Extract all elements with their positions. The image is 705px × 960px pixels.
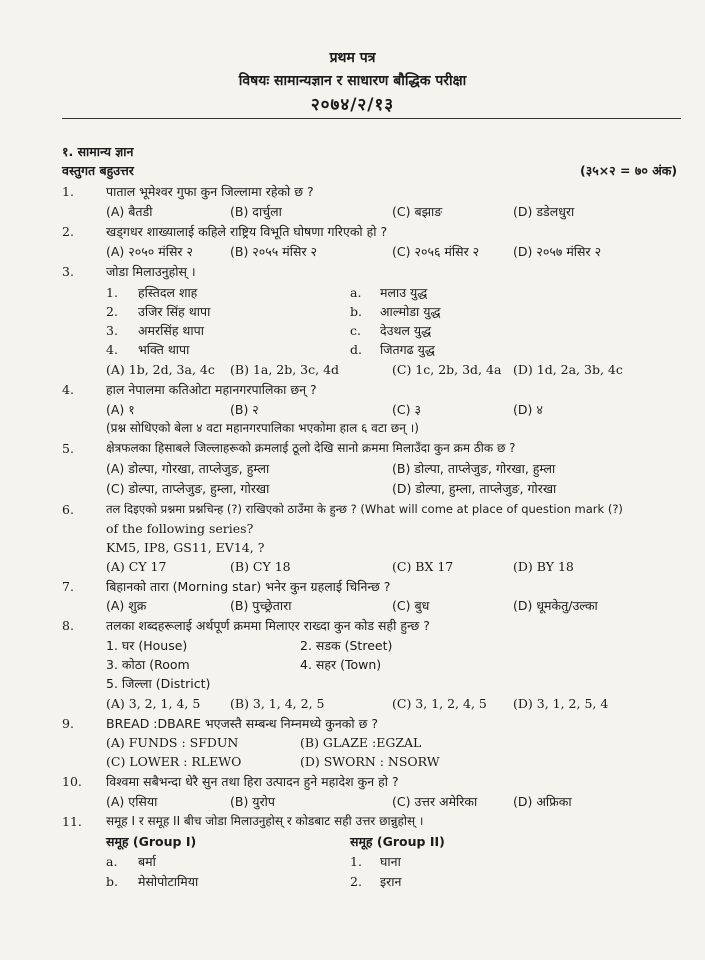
match-right-item: आल्मोडा युद्ध [380,304,441,319]
option-d: (D) २०५७ मंसिर २ [513,244,602,259]
question-number: 2. [62,224,74,239]
match-right-letter: a. [350,285,362,300]
group-two-item: घाना [380,854,401,869]
option-d: (D) 3, 1, 2, 5, 4 [513,696,609,711]
match-left-item: उजिर सिंह थापा [138,304,211,319]
paper-title: प्रथम पत्र [329,50,376,66]
option-a: (A) डोल्पा, गोरखा, ताप्लेजुङ, हुम्ला [106,461,270,476]
option-a: (A) 1b, 2d, 3a, 4c [106,362,215,377]
word-item: 2. सडक (Street) [300,638,393,653]
question-number: 5. [62,441,74,456]
question-text: समूह I र समूह II बीच जोडा मिलाउनुहोस् र कोडबाट सही उत्तर छान्नुहोस् । [106,814,424,828]
option-b: (B) डोल्पा, ताप्लेजुङ, गोरखा, हुम्ला [392,461,556,476]
option-c: (C) 1c, 2b, 3d, 4a [392,362,502,377]
option-b: (B) 1a, 2b, 3c, 4d [230,362,340,377]
group-one-letter: a. [106,854,118,869]
match-right-item: जितगढ युद्ध [380,342,435,357]
option-a: (A) शुक्र [106,598,147,613]
question-number: 8. [62,618,74,633]
question-number: 10. [62,774,82,789]
option-b: (B) दार्चुला [230,204,282,219]
question-text: जोडा मिलाउनुहोस् । [106,264,196,279]
option-d: (D) ४ [513,402,543,417]
question-text: तलका शब्दहरूलाई अर्थपूर्ण क्रममा मिलाएर राख्दा कुन कोड सही हुन्छ ? [106,618,430,633]
option-c: (C) ३ [392,402,421,417]
group-one-letter: b. [106,874,118,889]
match-right-letter: d. [350,342,362,357]
option-b: (B) २ [230,402,259,417]
section-subtitle: वस्तुगत बहुउत्तर [62,163,134,178]
option-c: (C) डोल्पा, ताप्लेजुङ, हुम्ला, गोरखा [106,481,270,496]
option-d: (D) SWORN : NSORW [300,754,440,769]
group-two-number: 2. [350,874,362,889]
option-d: (D) डोल्पा, हुम्ला, ताप्लेजुङ, गोरखा [392,481,557,496]
word-item: 5. जिल्ला (District) [106,676,211,691]
match-right-item: मलाउ युद्ध [380,285,428,300]
group-two-item: इरान [380,874,402,889]
option-a: (A) बैतडी [106,204,153,219]
header-rule [62,118,681,119]
question-text-continued: of the following series? [106,521,254,536]
match-left-item: अमरसिंह थापा [138,323,204,338]
option-c: (C) BX 17 [392,559,454,574]
option-b: (B) २०५५ मंसिर २ [230,244,318,259]
group-one-heading: समूह (Group I) [106,834,197,849]
group-two-heading: समूह (Group II) [350,834,445,849]
option-b: (B) CY 18 [230,559,291,574]
option-c: (C) उत्तर अमेरिका [392,794,478,809]
question-number: 1. [62,184,74,199]
option-c: (C) 3, 1, 2, 4, 5 [392,696,487,711]
question-text: बिहानको तारा (Morning star) भनेर कुन ग्रहलाई चिनिन्छ ? [106,579,391,594]
question-text: हाल नेपालमा कतिओटा महानगरपालिका छन् ? [106,382,317,397]
option-b: (B) GLAZE :EGZAL [300,735,422,750]
question-number: 3. [62,264,74,279]
option-c: (C) २०५६ मंसिर २ [392,244,480,259]
question-text: खड्गधर शाख्यालाई कहिले राष्ट्रिय विभूति घोषणा गरिएको हो ? [106,224,388,239]
question-text: तल दिइएको प्रश्नमा प्रश्नचिन्ह (?) राखिएको ठाउँमा के हुन्छ ? (What will come at place of question mark (?) [106,502,623,516]
option-c: (C) बुध [392,598,430,613]
subject-title: विषयः सामान्यज्ञान र साधारण बौद्धिक परीक्षा [238,73,467,89]
question-number: 4. [62,382,74,397]
section-title: १. सामान्य ज्ञान [62,144,134,159]
match-left-item: हस्तिदल शाह [138,285,198,300]
option-a: (A) CY 17 [106,559,167,574]
option-d: (D) धूमकेतु/उल्का [513,598,598,613]
section-marks: (३५×२ = ७० अंक) [580,163,678,178]
question-number: 11. [62,814,82,829]
match-left-number: 2. [106,304,118,319]
group-one-item: मेसोपोटामिया [138,874,199,889]
question-text: क्षेत्रफलका हिसाबले जिल्लाहरूको क्रमलाई ठूलो देखि सानो क्रममा मिलाउँदा कुन क्रम ठीक छ ? [106,441,516,455]
match-right-item: देउथल युद्ध [380,323,432,338]
question-text: विश्वमा सबैभन्दा धेरै सुन तथा हिरा उत्पादन हुने महादेश कुन हो ? [106,774,399,789]
option-d: (D) BY 18 [513,559,574,574]
match-left-number: 4. [106,342,118,357]
match-left-number: 3. [106,323,118,338]
option-a: (A) १ [106,402,135,417]
option-b: (B) पुच्छ्रेतारा [230,598,292,613]
question-text: पाताल भूमेश्वर गुफा कुन जिल्लामा रहेको छ ? [106,184,314,199]
match-left-item: भक्ति थापा [138,342,190,357]
option-d: (D) अफ्रिका [513,794,572,809]
match-left-number: 1. [106,285,118,300]
match-right-letter: b. [350,304,362,319]
option-a: (A) २०५० मंसिर २ [106,244,193,259]
question-number: 9. [62,716,74,731]
match-right-letter: c. [350,323,361,338]
question-text: BREAD :DBARE भएजस्तै सम्बन्ध निम्नमध्ये कुनको छ ? [106,716,378,731]
option-a: (A) 3, 2, 1, 4, 5 [106,696,201,711]
exam-date: २०७४/२/१३ [310,95,395,115]
question-number: 7. [62,579,74,594]
question-number: 6. [62,502,74,517]
series-text: KM5, IP8, GS11, EV14, ? [106,540,265,555]
option-b: (B) 3, 1, 4, 2, 5 [230,696,325,711]
option-c: (C) LOWER : RLEWO [106,754,242,769]
option-b: (B) युरोप [230,794,276,809]
word-item: 4. सहर (Town) [300,657,382,672]
word-item: 1. घर (House) [106,638,188,653]
option-c: (C) बझाङ [392,204,443,219]
group-two-number: 1. [350,854,362,869]
word-item: 3. कोठा (Room [106,657,190,672]
option-a: (A) एसिया [106,794,158,809]
option-d: (D) 1d, 2a, 3b, 4c [513,362,623,377]
question-note: (प्रश्न सोधिएको बेला ४ वटा महानगरपालिका भएकोमा हाल ६ वटा छन् ।) [106,421,419,435]
group-one-item: बर्मा [138,854,156,869]
option-a: (A) FUNDS : SFDUN [106,735,239,750]
option-d: (D) डडेलधुरा [513,204,575,219]
